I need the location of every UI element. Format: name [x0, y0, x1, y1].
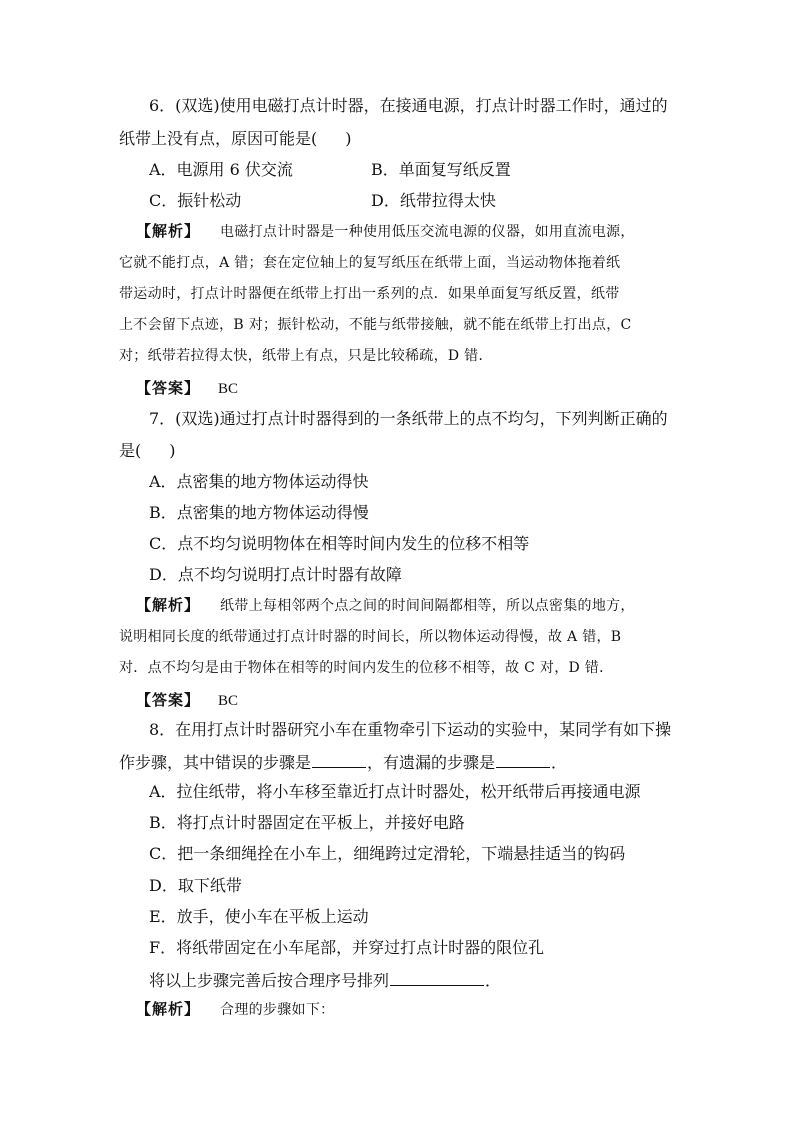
q8-step-c: C．把一条细绳拴在小车上，细绳跨过定滑轮，下端悬挂适当的钩码: [149, 844, 626, 863]
q8-stem-line1: 8．在用打点计时器研究小车在重物牵引下运动的实验中，某同学有如下操: [149, 720, 672, 739]
q8-analysis-tag: 【解析】: [136, 1000, 201, 1018]
q8-order-line: [149, 971, 501, 989]
q7-answer-tag: 【答案】: [136, 691, 201, 709]
q7-option-a: A．点密集的地方物体运动得快: [149, 472, 369, 491]
q6-analysis-line3: 带运动时，打点计时器便在纸带上打出一系列的点．如果单面复写纸反置，纸带: [119, 286, 620, 302]
q6-analysis-line2: 它就不能打点，A 错；套在定位轴上的复写纸压在纸带上面，当运动物体拖着纸: [119, 255, 621, 271]
q8-wrong-step-blank: [312, 753, 366, 768]
q6-option-a: A．电源用 6 伏交流: [149, 160, 293, 179]
q6-stem-close-paren: ): [345, 129, 352, 148]
q7-option-b: B．点密集的地方物体运动得慢: [149, 503, 369, 522]
q7-stem-line2: [119, 443, 176, 459]
q7-stem-line1: 7．(双选)通过打点计时器得到的一条纸带上的点不均匀，下列判断正确的: [149, 409, 668, 428]
q7-analysis-line1: [136, 598, 635, 613]
q8-stem-line2: [119, 753, 567, 771]
q7-stem-text: 是(: [119, 441, 142, 460]
q7-option-d: D．点不均匀说明打点计时器有故障: [149, 565, 402, 584]
q6-option-b: B．单面复写纸反置: [371, 160, 511, 179]
q8-analysis-text-1: 合理的步骤如下：: [220, 1002, 335, 1018]
q8-step-e: E．放手，使小车在平板上运动: [149, 907, 369, 926]
q8-order-end: ．: [485, 971, 502, 990]
q6-analysis-line4: 上不会留下点迹，B 对；振针松动，不能与纸带接触，就不能在纸带上打出点，C: [119, 317, 632, 333]
q7-stem-close-paren: ): [169, 441, 176, 460]
q6-analysis-line5: 对；纸带若拉得太快，纸带上有点，只是比较稀疏，D 错．: [119, 348, 493, 364]
q6-stem-line1: 6．(双选)使用电磁打点计时器，在接通电源，打点计时器工作时，通过的: [149, 96, 668, 115]
q7-option-c: C．点不均匀说明物体在相等时间内发生的位移不相等: [149, 534, 530, 553]
q6-option-d: D．纸带拉得太快: [371, 191, 496, 210]
q8-stem-text-c: ．: [551, 753, 568, 772]
q8-step-d: D．取下纸带: [149, 876, 242, 895]
q6-stem-line2: [119, 131, 352, 147]
q8-stem-text-b: ，有遗漏的步骤是: [367, 753, 496, 772]
q7-analysis-line3: 对．点不均匀是由于物体在相等的时间内发生的位移不相等，故 C 对，D 错．: [119, 660, 614, 676]
q6-answer-value: BC: [218, 381, 239, 397]
q8-step-b: B．将打点计时器固定在平板上，并接好电路: [149, 813, 465, 832]
q8-missing-step-blank: [496, 753, 550, 768]
q8-order-blank: [390, 971, 484, 986]
q7-analysis-text-1: 纸带上每相邻两个点之间的时间间隔都相等，所以点密集的地方，: [220, 598, 635, 614]
q6-stem-text: 纸带上没有点，原因可能是(: [119, 129, 318, 148]
q6-answer-tag: 【答案】: [136, 379, 201, 397]
q6-analysis-line1: [136, 224, 635, 239]
q7-answer-value: BC: [218, 693, 239, 709]
q6-option-c: C．振针松动: [149, 191, 242, 210]
q8-stem-text-a: 作步骤，其中错误的步骤是: [119, 753, 312, 772]
q6-answer-line: [136, 380, 238, 397]
q8-analysis-line1: [136, 1002, 334, 1017]
q8-order-prompt: 将以上步骤完善后按合理序号排列: [149, 971, 390, 990]
q6-analysis-tag: 【解析】: [136, 222, 201, 240]
q7-analysis-line2: 说明相同长度的纸带通过打点计时器的时间长，所以物体运动得慢，故 A 错，B: [119, 629, 622, 645]
q7-answer-line: [136, 692, 238, 709]
q8-step-a: A．拉住纸带，将小车移至靠近打点计时器处，松开纸带后再接通电源: [149, 782, 641, 801]
q8-step-f: F．将纸带固定在小车尾部，并穿过打点计时器的限位孔: [149, 938, 545, 957]
q6-analysis-text-1: 电磁打点计时器是一种使用低压交流电源的仪器，如用直流电源，: [220, 224, 635, 240]
q7-analysis-tag: 【解析】: [136, 596, 201, 614]
